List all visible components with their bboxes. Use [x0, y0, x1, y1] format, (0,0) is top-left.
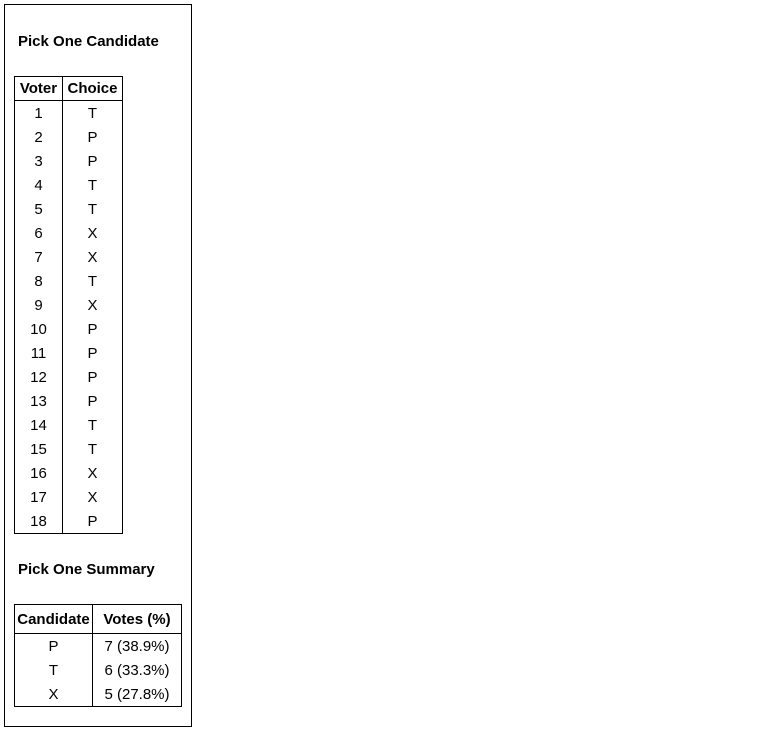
voter-cell: 1 [15, 101, 63, 126]
vote-row [15, 125, 123, 149]
voter-cell: 10 [15, 317, 63, 341]
ballot-panel [4, 4, 192, 727]
choice-cell: P [63, 149, 123, 173]
candidate-cell: P [15, 634, 93, 659]
voter-cell: 16 [15, 461, 63, 485]
candidate-column-header: Candidate [15, 605, 93, 634]
vote-row [15, 413, 123, 437]
voter-cell: 5 [15, 197, 63, 221]
vote-row [15, 269, 123, 293]
choice-cell: P [63, 389, 123, 413]
votes-cell: 7 (38.9%) [93, 634, 182, 659]
summary-row [15, 682, 182, 707]
choice-cell: T [63, 269, 123, 293]
vote-row [15, 437, 123, 461]
voter-cell: 15 [15, 437, 63, 461]
vote-row [15, 293, 123, 317]
candidate-cell: T [15, 658, 93, 682]
choice-cell: P [63, 341, 123, 365]
choice-cell: X [63, 485, 123, 509]
votes-body [15, 101, 123, 534]
choice-cell: X [63, 293, 123, 317]
vote-row [15, 365, 123, 389]
voter-cell: 11 [15, 341, 63, 365]
vote-row [15, 461, 123, 485]
votes-table [14, 76, 123, 534]
choice-cell: T [63, 173, 123, 197]
vote-row [15, 149, 123, 173]
voter-cell: 17 [15, 485, 63, 509]
voter-cell: 12 [15, 365, 63, 389]
vote-row [15, 509, 123, 534]
summary-row [15, 658, 182, 682]
summary-header-row [15, 605, 182, 634]
vote-row [15, 317, 123, 341]
votes-cell: 6 (33.3%) [93, 658, 182, 682]
vote-row [15, 221, 123, 245]
voter-cell: 9 [15, 293, 63, 317]
summary-row [15, 634, 182, 659]
voter-cell: 3 [15, 149, 63, 173]
summary-heading: Pick One Summary [18, 561, 155, 578]
candidate-cell: X [15, 682, 93, 707]
summary-body [15, 634, 182, 707]
votes-column-header: Votes (%) [93, 605, 182, 634]
choice-cell: P [63, 365, 123, 389]
voter-column-header: Voter [15, 77, 63, 101]
vote-row [15, 173, 123, 197]
voter-cell: 7 [15, 245, 63, 269]
vote-row [15, 485, 123, 509]
candidate-heading: Pick One Candidate [18, 33, 159, 50]
choice-cell: X [63, 221, 123, 245]
vote-row [15, 341, 123, 365]
voter-cell: 14 [15, 413, 63, 437]
vote-row [15, 197, 123, 221]
vote-row [15, 389, 123, 413]
votes-cell: 5 (27.8%) [93, 682, 182, 707]
voter-cell: 18 [15, 509, 63, 534]
choice-cell: P [63, 317, 123, 341]
choice-cell: P [63, 125, 123, 149]
voter-cell: 4 [15, 173, 63, 197]
choice-cell: T [63, 413, 123, 437]
voter-cell: 13 [15, 389, 63, 413]
choice-cell: T [63, 437, 123, 461]
choice-cell: T [63, 197, 123, 221]
votes-header-row [15, 77, 123, 101]
voter-cell: 2 [15, 125, 63, 149]
choice-cell: P [63, 509, 123, 534]
summary-table [14, 604, 182, 707]
vote-row [15, 101, 123, 126]
choice-column-header: Choice [63, 77, 123, 101]
voter-cell: 6 [15, 221, 63, 245]
choice-cell: X [63, 461, 123, 485]
vote-row [15, 245, 123, 269]
choice-cell: X [63, 245, 123, 269]
voter-cell: 8 [15, 269, 63, 293]
choice-cell: T [63, 101, 123, 126]
